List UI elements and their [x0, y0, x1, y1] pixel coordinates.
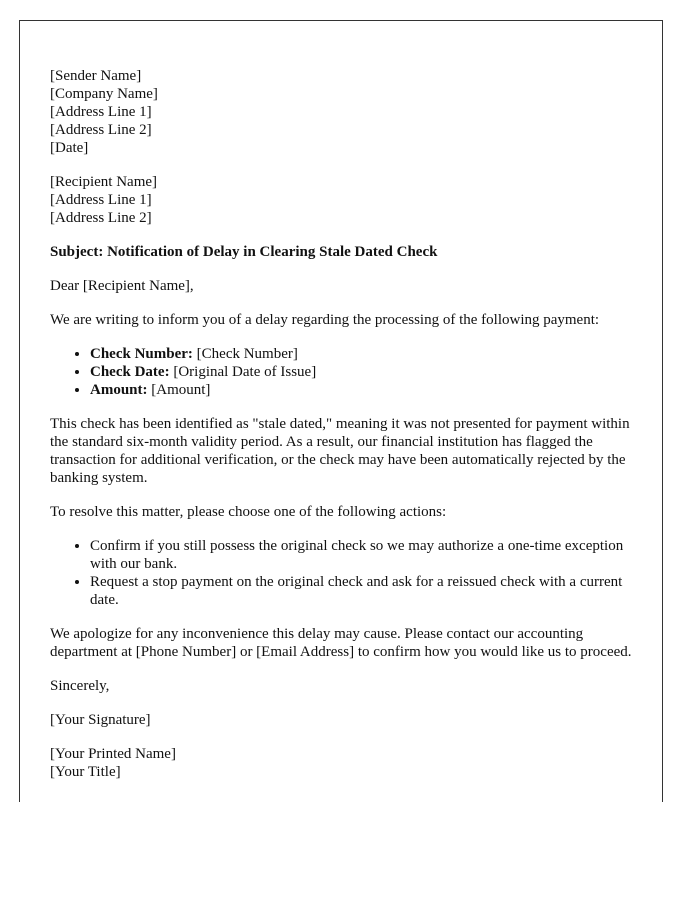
- signoff-block: [50, 745, 632, 781]
- title: [Your Title]: [50, 764, 121, 780]
- subject-line: Subject: Notification of Delay in Clearing Stale Dated Check: [50, 244, 438, 260]
- salutation: Dear [Recipient Name],: [50, 278, 194, 294]
- recipient-address-1: [Address Line 1]: [50, 192, 152, 208]
- recipient-name: [Recipient Name]: [50, 174, 158, 190]
- actions-list: [50, 537, 632, 609]
- sender-name: [Sender Name]: [50, 68, 142, 84]
- apology-paragraph: We apologize for any inconvenience this delay may cause. Please contact our accounting department at [Phone Number] or [Email Address] to confirm how you would like us to proceed.: [50, 626, 632, 660]
- detail-label: Amount:: [90, 382, 148, 398]
- detail-value: [Check Number]: [192, 346, 298, 362]
- list-item: • Request a stop payment on the original check and ask for a reissued check with a current date.: [90, 573, 632, 609]
- signature: [Your Signature]: [50, 712, 151, 728]
- intro-paragraph: We are writing to inform you of a delay regarding the processing of the following payment:: [50, 312, 600, 328]
- check-details-list: [50, 345, 632, 399]
- recipient-address-2: [Address Line 2]: [50, 210, 152, 226]
- detail-value: [Amount]: [147, 382, 211, 398]
- explanation-paragraph: This check has been identified as "stale dated," meaning it was not presented for payment within the standard six-month validity period. As a result, our financial institution has flagged the transaction for additional verification, or the check may have been automatically rejected by the banking system.: [50, 416, 630, 486]
- sender-company: [Company Name]: [50, 86, 158, 102]
- sender-address-2: [Address Line 2]: [50, 122, 152, 138]
- sender-address-1: [Address Line 1]: [50, 104, 152, 120]
- recipient-block: [50, 173, 632, 227]
- detail-label: Check Number:: [90, 346, 193, 362]
- list-item: [90, 345, 632, 363]
- letter-page: [19, 20, 663, 802]
- letter-date: [Date]: [50, 140, 89, 156]
- list-item: [90, 363, 632, 381]
- resolve-intro: To resolve this matter, please choose one of the following actions:: [50, 504, 447, 520]
- detail-label: Check Date:: [90, 364, 170, 380]
- list-item: [90, 381, 632, 399]
- detail-value: [Original Date of Issue]: [169, 364, 317, 380]
- list-item: • Confirm if you still possess the original check so we may authorize a one-time exception with our bank.: [90, 537, 632, 573]
- closing: Sincerely,: [50, 678, 110, 694]
- printed-name: [Your Printed Name]: [50, 746, 176, 762]
